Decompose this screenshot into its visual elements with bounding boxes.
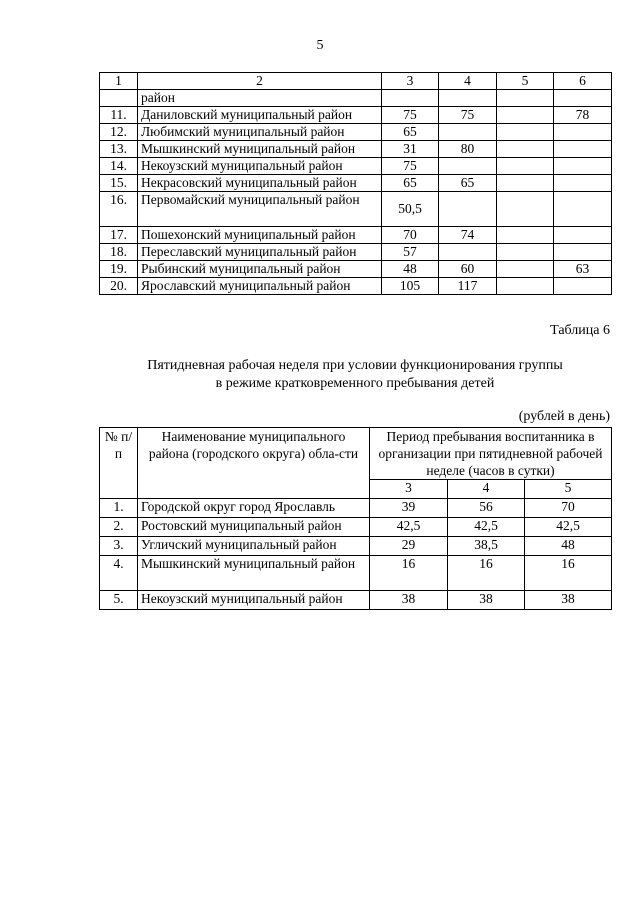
- value-cell: [554, 192, 612, 227]
- row-number-cell: 13.: [100, 141, 138, 158]
- value-cell: 60: [439, 261, 497, 278]
- district-name-cell: Рыбинский муниципальный район: [138, 261, 382, 278]
- row-number-cell: 12.: [100, 124, 138, 141]
- value-cell: 75: [382, 107, 439, 124]
- value-cell: 78: [554, 107, 612, 124]
- table-header-row: [100, 428, 612, 480]
- value-cell: [554, 90, 612, 107]
- value-cell: 16: [448, 556, 525, 591]
- value-cell: [554, 124, 612, 141]
- row-number-cell: 2.: [100, 518, 138, 537]
- value-cell: [497, 192, 554, 227]
- value-cell: [497, 227, 554, 244]
- value-cell: 42,5: [448, 518, 525, 537]
- column-number-cell: 5: [497, 73, 554, 90]
- value-cell: 31: [382, 141, 439, 158]
- value-cell: [497, 244, 554, 261]
- value-cell: [554, 278, 612, 295]
- value-cell: [382, 90, 439, 107]
- value-cell: [554, 227, 612, 244]
- value-cell: 105: [382, 278, 439, 295]
- district-name-cell: Некрасовский муниципальный район: [138, 175, 382, 192]
- value-cell: 16: [525, 556, 612, 591]
- header-name: Наименование муниципального района (городского округа) обла-сти: [138, 428, 370, 499]
- value-cell: 75: [382, 158, 439, 175]
- column-number-cell: 4: [439, 73, 497, 90]
- value-cell: 74: [439, 227, 497, 244]
- value-cell: 38: [448, 591, 525, 610]
- value-cell: [439, 192, 497, 227]
- value-cell: 39: [370, 499, 448, 518]
- value-cell: 65: [382, 175, 439, 192]
- district-name-cell: Мышкинский муниципальный район: [138, 556, 370, 591]
- page-number: 5: [316, 38, 324, 53]
- value-cell: 38: [370, 591, 448, 610]
- value-cell: 48: [382, 261, 439, 278]
- table-label: Таблица 6: [550, 323, 610, 338]
- district-name-cell: Угличский муниципальный район: [138, 537, 370, 556]
- value-cell: [554, 175, 612, 192]
- table-row: [100, 124, 612, 141]
- subheader-cell: 5: [525, 480, 612, 499]
- value-cell: 56: [448, 499, 525, 518]
- value-cell: 70: [525, 499, 612, 518]
- row-number-cell: 15.: [100, 175, 138, 192]
- subheader-cell: 4: [448, 480, 525, 499]
- subheader-cell: 3: [370, 480, 448, 499]
- value-cell: 65: [382, 124, 439, 141]
- row-number-cell: 20.: [100, 278, 138, 295]
- row-number-cell: 14.: [100, 158, 138, 175]
- table-caption: [0, 357, 640, 393]
- district-name-cell: Даниловский муниципальный район: [138, 107, 382, 124]
- value-cell: 65: [439, 175, 497, 192]
- value-cell: 63: [554, 261, 612, 278]
- district-name-cell: Городской округ город Ярославль: [138, 499, 370, 518]
- row-number-cell: 16.: [100, 192, 138, 227]
- value-cell: 117: [439, 278, 497, 295]
- value-cell: 70: [382, 227, 439, 244]
- value-cell: 50,5: [382, 192, 439, 227]
- row-number-cell: 5.: [100, 591, 138, 610]
- table-row: [100, 537, 612, 556]
- table-row: [100, 518, 612, 537]
- value-cell: 42,5: [525, 518, 612, 537]
- value-cell: 48: [525, 537, 612, 556]
- table-row: [100, 244, 612, 261]
- table-row: [100, 192, 612, 227]
- caption-line-2: в режиме кратковременного пребывания детей: [215, 376, 495, 391]
- district-name-cell: Первомайский муниципальный район: [138, 192, 382, 227]
- value-cell: [497, 158, 554, 175]
- value-cell: [497, 175, 554, 192]
- value-cell: [497, 261, 554, 278]
- header-period: Период пребывания воспитанника в организации при пятидневной рабочей неделе (часов в сутки): [370, 428, 612, 480]
- column-number-cell: 1: [100, 73, 138, 90]
- column-number-cell: 6: [554, 73, 612, 90]
- value-cell: 57: [382, 244, 439, 261]
- table-row: [100, 175, 612, 192]
- row-number-cell: 4.: [100, 556, 138, 591]
- district-name-cell: Ростовский муниципальный район: [138, 518, 370, 537]
- value-cell: 38,5: [448, 537, 525, 556]
- value-cell: 29: [370, 537, 448, 556]
- row-number-cell: 11.: [100, 107, 138, 124]
- column-number-cell: 3: [382, 73, 439, 90]
- value-cell: 16: [370, 556, 448, 591]
- value-cell: 75: [439, 107, 497, 124]
- district-name-cell: Мышкинский муниципальный район: [138, 141, 382, 158]
- table-row: [100, 158, 612, 175]
- row-number-cell: 18.: [100, 244, 138, 261]
- caption-line-1: Пятидневная рабочая неделя при условии функционирования группы: [147, 358, 563, 373]
- tariff-table-6: [99, 427, 612, 610]
- district-name-cell: Любимский муниципальный район: [138, 124, 382, 141]
- table-row: [100, 227, 612, 244]
- value-cell: 80: [439, 141, 497, 158]
- value-cell: [497, 278, 554, 295]
- table-row: [100, 90, 612, 107]
- table-row: [100, 591, 612, 610]
- value-cell: [497, 90, 554, 107]
- value-cell: [554, 141, 612, 158]
- row-number-cell: 17.: [100, 227, 138, 244]
- table-row: [100, 141, 612, 158]
- table-header-row: [100, 73, 612, 90]
- district-name-cell: Некоузский муниципальный район: [138, 591, 370, 610]
- value-cell: [497, 124, 554, 141]
- row-number-cell: 1.: [100, 499, 138, 518]
- value-cell: [554, 244, 612, 261]
- tariff-table-continued: [99, 72, 612, 295]
- value-cell: [554, 158, 612, 175]
- value-cell: 38: [525, 591, 612, 610]
- table-row: [100, 499, 612, 518]
- value-cell: [439, 124, 497, 141]
- district-name-cell: Пошехонский муниципальный район: [138, 227, 382, 244]
- table-row: [100, 556, 612, 591]
- header-number: № п/п: [100, 428, 138, 499]
- table-row: [100, 278, 612, 295]
- row-number-cell: 19.: [100, 261, 138, 278]
- unit-note: (рублей в день): [518, 409, 610, 424]
- table-row: [100, 107, 612, 124]
- row-number-cell: [100, 90, 138, 107]
- column-number-cell: 2: [138, 73, 382, 90]
- value-cell: [439, 158, 497, 175]
- district-name-cell: Ярославский муниципальный район: [138, 278, 382, 295]
- value-cell: 42,5: [370, 518, 448, 537]
- value-cell: [497, 141, 554, 158]
- value-cell: [439, 90, 497, 107]
- value-cell: [497, 107, 554, 124]
- row-number-cell: 3.: [100, 537, 138, 556]
- district-name-cell: Некоузский муниципальный район: [138, 158, 382, 175]
- district-name-cell: район: [138, 90, 382, 107]
- district-name-cell: Переславский муниципальный район: [138, 244, 382, 261]
- value-cell: [439, 244, 497, 261]
- table-row: [100, 261, 612, 278]
